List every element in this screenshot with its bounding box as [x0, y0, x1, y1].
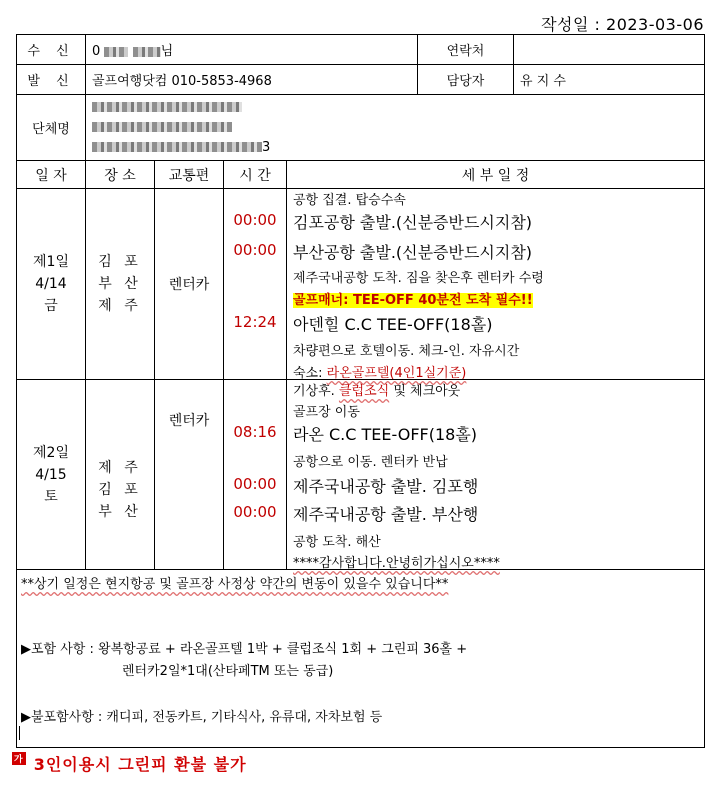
redacted-text [92, 102, 242, 112]
col-detail: 세 부 일 정 [287, 161, 705, 189]
day-2-row [17, 380, 705, 570]
redacted-text [133, 47, 161, 57]
hotel-name: 라온골프텔(4인1실기준) [326, 366, 467, 381]
document-date: 작성일 : 2023-03-06 [541, 15, 704, 34]
ime-mark: 가 [12, 752, 26, 765]
manager-label: 담당자 [418, 65, 514, 95]
day-1-times: 00:00 00:00 12:24 [224, 189, 287, 380]
disclaimer: **상기 일정은 현지항공 및 골프장 사정상 약간의 변동이 있을수 있습니다** [21, 577, 449, 592]
col-transport: 교통편 [155, 161, 224, 189]
redacted-text [104, 47, 128, 57]
text-cursor [19, 726, 20, 740]
col-place: 장 소 [86, 161, 155, 189]
day-1-row [17, 189, 705, 380]
excluded-items: ▶불포함사항 : 캐디피, 전동카트, 기타식사, 유류대, 자차보험 등 [21, 710, 383, 725]
sender-label: 발 신 [17, 65, 86, 95]
recipient-value: 0 님 [86, 35, 418, 65]
day-1-places: 김 포 부 산 제 주 [86, 189, 155, 380]
group-label: 단체명 [17, 95, 86, 161]
sender-value: 골프여행닷컴 010-5853-4968 [86, 65, 418, 95]
contact-label: 연락처 [418, 35, 514, 65]
day-2-times: 08:16 00:00 00:00 [224, 380, 287, 570]
day-2-details: 기상후. 클럽조식 및 체크아웃 골프장 이동 라온 C.C TEE-OFF(18홀) 공항으로 이동. 렌터카 반납 제주국내공항 출발. 김포행 제주국내공항 출발. 부산행 공항 도착. 해산 ****감사합니다.안녕히가십시오**** [287, 380, 705, 570]
refund-warning: 가 3인이용시 그린피 환불 불가 [12, 752, 247, 775]
contact-value [514, 35, 705, 65]
day-2-transport: 렌터카 [155, 380, 224, 570]
day-1-label: 제1일 4/14 금 [17, 189, 86, 380]
recipient-label: 수 신 [17, 35, 86, 65]
col-time: 시 간 [224, 161, 287, 189]
included-items-cont: 렌터카2일*1대(산타페TM 또는 동급) [122, 664, 334, 679]
included-items: ▶포함 사항 : 왕복항공료 + 라온골프텔 1박 + 클럽조식 1회 + 그린피 36홀 + [21, 642, 468, 657]
day-1-transport: 렌터카 [155, 189, 224, 380]
day-2-places: 제 주 김 포 부 산 [86, 380, 155, 570]
day-1-details: 공항 집결. 탑승수속 김포공항 출발.(신분증반드시지참) 부산공항 출발.(신분증반드시지참) 제주국내공항 도착. 짐을 찾은후 렌터카 수령 골프매너: TEE-OFF 40분전 도착 필수!! 아덴힐 C.C TEE-OFF(18홀) 차량편으로 호텔이동. 체크-인. 자유시간 숙소: 라온골프텔(4인1실기준) [287, 189, 705, 380]
manager-value: 유 지 수 [514, 65, 705, 95]
day-2-label: 제2일 4/15 토 [17, 380, 86, 570]
col-day: 일 자 [17, 161, 86, 189]
redacted-text [92, 122, 232, 132]
breakfast-note: 클럽조식 [338, 384, 390, 399]
tee-off-notice: 골프매너: TEE-OFF 40분전 도착 필수!! [293, 293, 533, 308]
itinerary-table [16, 34, 705, 748]
group-value: 3 [86, 95, 705, 161]
notes-cell [17, 570, 705, 748]
redacted-text [92, 142, 262, 152]
